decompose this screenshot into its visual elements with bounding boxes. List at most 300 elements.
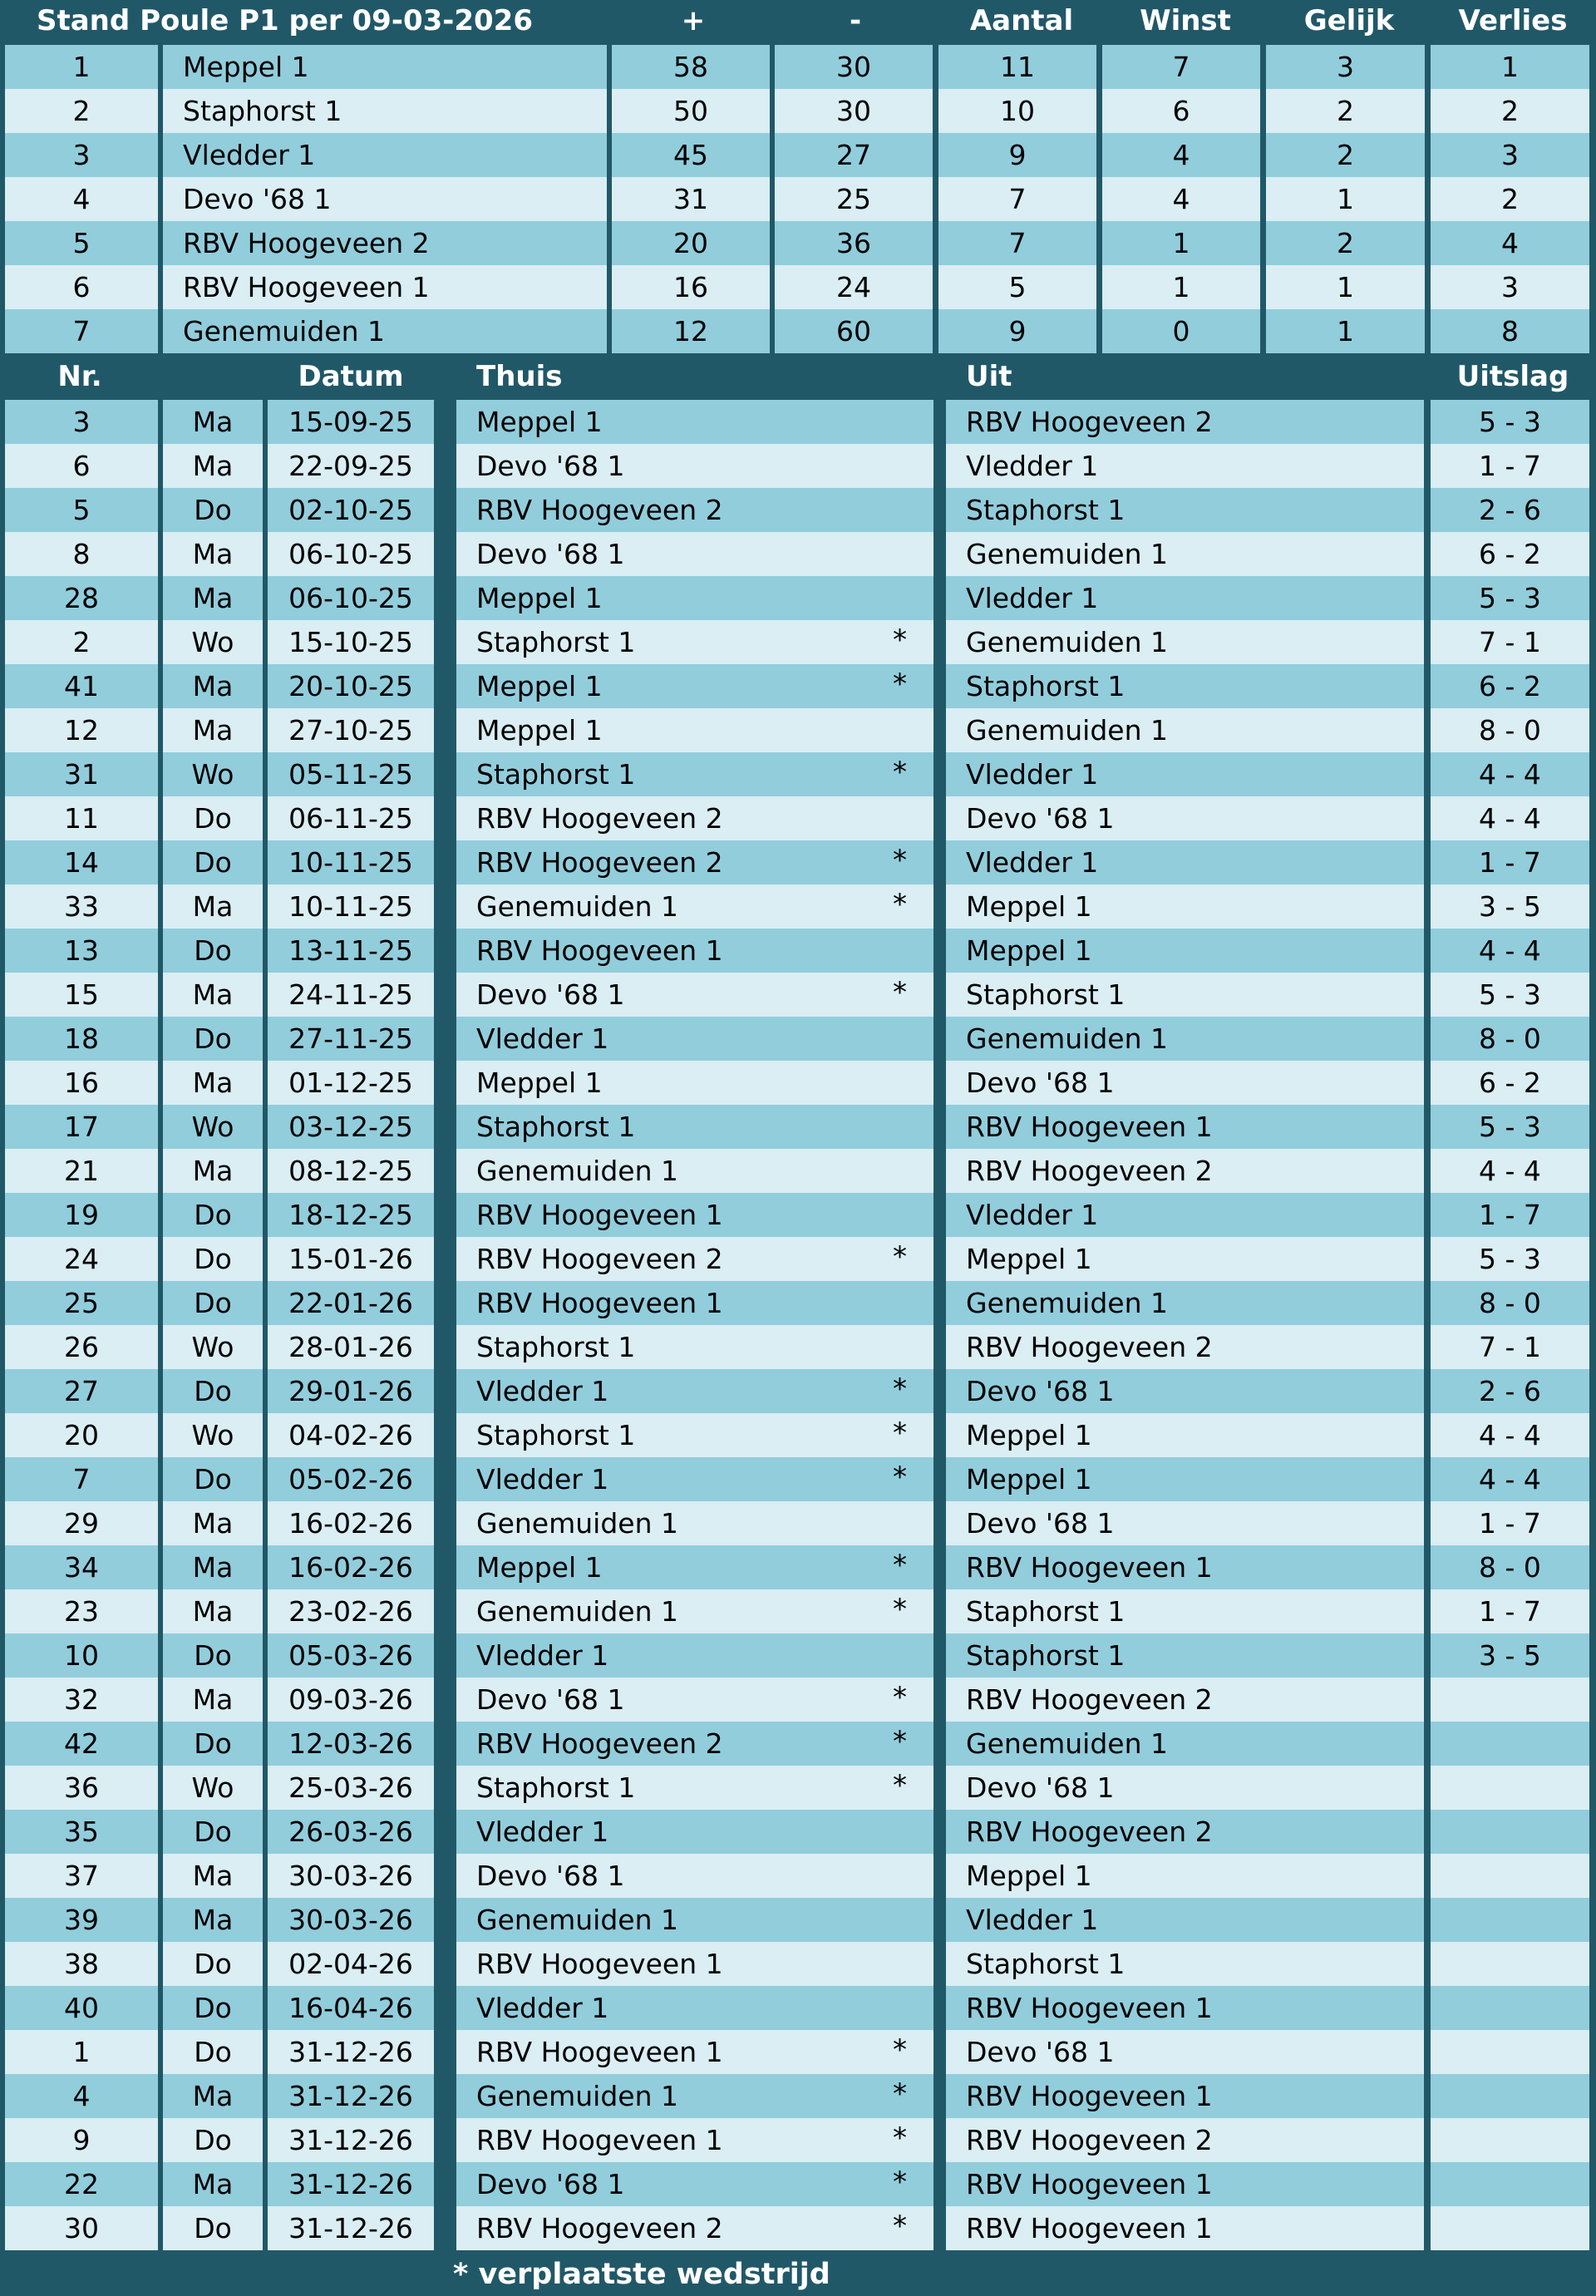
nr-cell: 28 [5, 576, 158, 620]
date-cell: 06-10-25 [268, 576, 434, 620]
verlies-cell: 8 [1431, 309, 1589, 353]
match-row [0, 1413, 1596, 1457]
match-row [0, 488, 1596, 532]
aantal-cell: 5 [938, 265, 1096, 309]
rank-cell: 7 [5, 309, 158, 353]
day-cell: Wo [163, 620, 263, 664]
home-cell: RBV Hoogeveen 2 [456, 2206, 933, 2250]
nr-cell: 16 [5, 1061, 158, 1105]
minus-cell: 36 [775, 221, 933, 265]
day-cell: Ma [163, 532, 263, 576]
result-cell [1431, 2206, 1589, 2250]
header-aantal: Aantal [969, 4, 1074, 37]
match-row [0, 929, 1596, 973]
rescheduled-marker: * [893, 888, 907, 921]
day-cell: Do [163, 796, 263, 840]
winst-cell: 0 [1102, 309, 1260, 353]
date-cell: 18-12-25 [268, 1193, 434, 1237]
winst-cell: 1 [1102, 265, 1260, 309]
nr-cell: 13 [5, 929, 158, 973]
match-row [0, 1149, 1596, 1193]
match-row [0, 1633, 1596, 1678]
day-cell: Do [163, 1237, 263, 1281]
away-cell: Devo '68 1 [946, 2030, 1424, 2074]
nr-cell: 41 [5, 664, 158, 708]
date-cell: 28-01-26 [268, 1325, 434, 1369]
result-cell: 1 - 7 [1431, 444, 1589, 488]
result-cell [1431, 2162, 1589, 2206]
home-cell: RBV Hoogeveen 1 [456, 2030, 933, 2074]
plus-cell: 58 [612, 45, 770, 89]
result-cell: 1 - 7 [1431, 840, 1589, 884]
match-row [0, 1722, 1596, 1766]
result-cell: 3 - 5 [1431, 1633, 1589, 1678]
result-cell [1431, 1854, 1589, 1898]
date-cell: 15-09-25 [268, 400, 434, 444]
nr-cell: 32 [5, 1678, 158, 1722]
home-cell: RBV Hoogeveen 1 [456, 2118, 933, 2162]
day-cell: Do [163, 2030, 263, 2074]
date-cell: 01-12-25 [268, 1061, 434, 1105]
header-winst: Winst [1140, 4, 1231, 37]
winst-cell: 6 [1102, 89, 1260, 133]
away-cell: RBV Hoogeveen 2 [946, 1325, 1424, 1369]
away-cell: Genemuiden 1 [946, 1281, 1424, 1325]
result-cell [1431, 2074, 1589, 2118]
header-nr: Nr. [57, 360, 102, 393]
day-cell: Do [163, 1633, 263, 1678]
result-cell [1431, 1766, 1589, 1810]
home-cell: RBV Hoogeveen 2 [456, 1237, 933, 1281]
standings-row [0, 45, 1596, 89]
rank-cell: 4 [5, 177, 158, 221]
nr-cell: 38 [5, 1942, 158, 1986]
match-row [0, 1193, 1596, 1237]
away-cell: Genemuiden 1 [946, 620, 1424, 664]
verlies-cell: 2 [1431, 177, 1589, 221]
verlies-cell: 3 [1431, 265, 1589, 309]
day-cell: Ma [163, 1545, 263, 1589]
match-row [0, 1325, 1596, 1369]
date-cell: 30-03-26 [268, 1898, 434, 1942]
day-cell: Ma [163, 400, 263, 444]
nr-cell: 36 [5, 1766, 158, 1810]
result-cell: 5 - 3 [1431, 973, 1589, 1017]
away-cell: Devo '68 1 [946, 1766, 1424, 1810]
rescheduled-marker: * [893, 976, 907, 1009]
nr-cell: 27 [5, 1369, 158, 1413]
header-thuis: Thuis [476, 360, 563, 393]
result-cell: 6 - 2 [1431, 664, 1589, 708]
nr-cell: 17 [5, 1105, 158, 1149]
result-cell: 1 - 7 [1431, 1501, 1589, 1545]
match-row [0, 1854, 1596, 1898]
result-cell: 4 - 4 [1431, 1457, 1589, 1501]
match-row [0, 2074, 1596, 2118]
day-cell: Ma [163, 884, 263, 929]
day-cell: Do [163, 2118, 263, 2162]
team-cell: Vledder 1 [163, 133, 607, 177]
day-cell: Wo [163, 1766, 263, 1810]
home-cell: RBV Hoogeveen 1 [456, 929, 933, 973]
nr-cell: 14 [5, 840, 158, 884]
match-row [0, 708, 1596, 752]
result-cell [1431, 1678, 1589, 1722]
winst-cell: 4 [1102, 133, 1260, 177]
day-cell: Ma [163, 664, 263, 708]
day-cell: Ma [163, 708, 263, 752]
result-cell: 4 - 4 [1431, 929, 1589, 973]
rescheduled-marker: * [893, 2077, 907, 2111]
result-cell [1431, 1942, 1589, 1986]
home-cell: Devo '68 1 [456, 532, 933, 576]
result-cell [1431, 2030, 1589, 2074]
nr-cell: 23 [5, 1589, 158, 1633]
rescheduled-marker: * [893, 2210, 907, 2243]
rescheduled-marker: * [893, 1725, 907, 1758]
day-cell: Ma [163, 444, 263, 488]
away-cell: Vledder 1 [946, 840, 1424, 884]
match-row [0, 1942, 1596, 1986]
match-row [0, 1061, 1596, 1105]
aantal-cell: 9 [938, 309, 1096, 353]
result-cell: 5 - 3 [1431, 576, 1589, 620]
result-cell: 8 - 0 [1431, 1545, 1589, 1589]
day-cell: Do [163, 2206, 263, 2250]
header-verlies: Verlies [1458, 4, 1568, 37]
day-cell: Ma [163, 1149, 263, 1193]
date-cell: 16-02-26 [268, 1545, 434, 1589]
rank-cell: 5 [5, 221, 158, 265]
match-row [0, 1105, 1596, 1149]
day-cell: Ma [163, 1501, 263, 1545]
match-row [0, 1766, 1596, 1810]
gelijk-cell: 2 [1266, 133, 1425, 177]
standings-row [0, 221, 1596, 265]
away-cell: Devo '68 1 [946, 1061, 1424, 1105]
day-cell: Do [163, 1810, 263, 1854]
verlies-cell: 1 [1431, 45, 1589, 89]
match-row [0, 664, 1596, 708]
date-cell: 15-10-25 [268, 620, 434, 664]
team-cell: Genemuiden 1 [163, 309, 607, 353]
away-cell: Meppel 1 [946, 1413, 1424, 1457]
day-cell: Ma [163, 576, 263, 620]
home-cell: RBV Hoogeveen 2 [456, 840, 933, 884]
match-row [0, 1986, 1596, 2030]
match-row [0, 1501, 1596, 1545]
date-cell: 05-02-26 [268, 1457, 434, 1501]
nr-cell: 9 [5, 2118, 158, 2162]
rank-cell: 3 [5, 133, 158, 177]
match-row [0, 576, 1596, 620]
match-row [0, 1678, 1596, 1722]
result-cell: 8 - 0 [1431, 708, 1589, 752]
home-cell: Genemuiden 1 [456, 2074, 933, 2118]
home-cell: Staphorst 1 [456, 752, 933, 796]
minus-cell: 30 [775, 89, 933, 133]
day-cell: Do [163, 840, 263, 884]
rescheduled-marker: * [893, 844, 907, 877]
day-cell: Wo [163, 1325, 263, 1369]
away-cell: RBV Hoogeveen 1 [946, 1105, 1424, 1149]
gelijk-cell: 1 [1266, 309, 1425, 353]
match-row [0, 400, 1596, 444]
nr-cell: 26 [5, 1325, 158, 1369]
match-row [0, 884, 1596, 929]
date-cell: 31-12-26 [268, 2206, 434, 2250]
away-cell: RBV Hoogeveen 2 [946, 1810, 1424, 1854]
header-uitslag: Uitslag [1456, 360, 1569, 393]
day-cell: Do [163, 1722, 263, 1766]
home-cell: Staphorst 1 [456, 1413, 933, 1457]
match-row [0, 796, 1596, 840]
standings-row [0, 265, 1596, 309]
match-row [0, 1589, 1596, 1633]
aantal-cell: 7 [938, 177, 1096, 221]
rescheduled-marker: * [893, 1240, 907, 1274]
nr-cell: 2 [5, 620, 158, 664]
rescheduled-marker: * [893, 2165, 907, 2199]
result-cell [1431, 1722, 1589, 1766]
result-cell: 7 - 1 [1431, 620, 1589, 664]
team-cell: Meppel 1 [163, 45, 607, 89]
gelijk-cell: 2 [1266, 89, 1425, 133]
verlies-cell: 4 [1431, 221, 1589, 265]
date-cell: 31-12-26 [268, 2162, 434, 2206]
match-row [0, 2162, 1596, 2206]
day-cell: Do [163, 1193, 263, 1237]
home-cell: RBV Hoogeveen 1 [456, 1281, 933, 1325]
result-cell: 4 - 4 [1431, 752, 1589, 796]
aantal-cell: 10 [938, 89, 1096, 133]
match-row [0, 1545, 1596, 1589]
date-cell: 10-11-25 [268, 884, 434, 929]
rescheduled-marker: * [893, 756, 907, 789]
date-cell: 08-12-25 [268, 1149, 434, 1193]
rescheduled-marker: * [893, 1769, 907, 1802]
result-cell: 4 - 4 [1431, 796, 1589, 840]
standings-row [0, 89, 1596, 133]
standings-row [0, 177, 1596, 221]
gelijk-cell: 2 [1266, 221, 1425, 265]
winst-cell: 1 [1102, 221, 1260, 265]
home-cell: RBV Hoogeveen 2 [456, 488, 933, 532]
away-cell: RBV Hoogeveen 2 [946, 400, 1424, 444]
day-cell: Do [163, 1457, 263, 1501]
result-cell: 8 - 0 [1431, 1281, 1589, 1325]
away-cell: RBV Hoogeveen 1 [946, 1545, 1424, 1589]
aantal-cell: 7 [938, 221, 1096, 265]
day-cell: Ma [163, 1061, 263, 1105]
nr-cell: 40 [5, 1986, 158, 2030]
day-cell: Wo [163, 752, 263, 796]
result-cell: 4 - 4 [1431, 1149, 1589, 1193]
plus-cell: 50 [612, 89, 770, 133]
home-cell: Meppel 1 [456, 664, 933, 708]
verlies-cell: 2 [1431, 89, 1589, 133]
rescheduled-marker: * [893, 1593, 907, 1626]
day-cell: Do [163, 929, 263, 973]
day-cell: Ma [163, 1678, 263, 1722]
date-cell: 03-12-25 [268, 1105, 434, 1149]
home-cell: Meppel 1 [456, 400, 933, 444]
result-cell: 7 - 1 [1431, 1325, 1589, 1369]
day-cell: Ma [163, 2074, 263, 2118]
away-cell: Staphorst 1 [946, 1633, 1424, 1678]
result-cell [1431, 1810, 1589, 1854]
home-cell: Meppel 1 [456, 1545, 933, 1589]
result-cell: 6 - 2 [1431, 532, 1589, 576]
header-plus: + [681, 4, 706, 37]
day-cell: Ma [163, 2162, 263, 2206]
rank-cell: 2 [5, 89, 158, 133]
result-cell: 3 - 5 [1431, 884, 1589, 929]
date-cell: 16-04-26 [268, 1986, 434, 2030]
away-cell: RBV Hoogeveen 2 [946, 1678, 1424, 1722]
winst-cell: 4 [1102, 177, 1260, 221]
match-row [0, 2206, 1596, 2250]
minus-cell: 30 [775, 45, 933, 89]
away-cell: Vledder 1 [946, 1193, 1424, 1237]
home-cell: Genemuiden 1 [456, 884, 933, 929]
home-cell: Meppel 1 [456, 708, 933, 752]
day-cell: Do [163, 1017, 263, 1061]
date-cell: 09-03-26 [268, 1678, 434, 1722]
nr-cell: 33 [5, 884, 158, 929]
match-row [0, 1898, 1596, 1942]
plus-cell: 31 [612, 177, 770, 221]
rescheduled-marker: * [893, 1549, 907, 1582]
home-cell: Staphorst 1 [456, 1766, 933, 1810]
date-cell: 10-11-25 [268, 840, 434, 884]
team-cell: Staphorst 1 [163, 89, 607, 133]
schedule-header [0, 356, 1596, 397]
nr-cell: 35 [5, 1810, 158, 1854]
date-cell: 25-03-26 [268, 1766, 434, 1810]
nr-cell: 34 [5, 1545, 158, 1589]
rescheduled-marker: * [893, 2121, 907, 2155]
gelijk-cell: 1 [1266, 265, 1425, 309]
date-cell: 15-01-26 [268, 1237, 434, 1281]
team-cell: RBV Hoogeveen 2 [163, 221, 607, 265]
gelijk-cell: 3 [1266, 45, 1425, 89]
nr-cell: 15 [5, 973, 158, 1017]
day-cell: Do [163, 1942, 263, 1986]
date-cell: 16-02-26 [268, 1501, 434, 1545]
away-cell: Vledder 1 [946, 444, 1424, 488]
date-cell: 13-11-25 [268, 929, 434, 973]
match-row [0, 1369, 1596, 1413]
away-cell: Staphorst 1 [946, 488, 1424, 532]
home-cell: Vledder 1 [456, 1810, 933, 1854]
rescheduled-marker: * [893, 623, 907, 657]
away-cell: Genemuiden 1 [946, 708, 1424, 752]
plus-cell: 20 [612, 221, 770, 265]
home-cell: Vledder 1 [456, 1369, 933, 1413]
home-cell: Genemuiden 1 [456, 1589, 933, 1633]
winst-cell: 7 [1102, 45, 1260, 89]
team-cell: Devo '68 1 [163, 177, 607, 221]
match-row [0, 1457, 1596, 1501]
match-row [0, 620, 1596, 664]
result-cell: 6 - 2 [1431, 1061, 1589, 1105]
day-cell: Do [163, 1369, 263, 1413]
date-cell: 31-12-26 [268, 2074, 434, 2118]
home-cell: Devo '68 1 [456, 1678, 933, 1722]
away-cell: Genemuiden 1 [946, 1017, 1424, 1061]
gelijk-cell: 1 [1266, 177, 1425, 221]
nr-cell: 22 [5, 2162, 158, 2206]
result-cell: 4 - 4 [1431, 1413, 1589, 1457]
match-row [0, 840, 1596, 884]
result-cell: 5 - 3 [1431, 1237, 1589, 1281]
home-cell: Vledder 1 [456, 1457, 933, 1501]
away-cell: Staphorst 1 [946, 973, 1424, 1017]
day-cell: Do [163, 1986, 263, 2030]
date-cell: 26-03-26 [268, 1810, 434, 1854]
home-cell: Genemuiden 1 [456, 1149, 933, 1193]
away-cell: Vledder 1 [946, 1898, 1424, 1942]
nr-cell: 1 [5, 2030, 158, 2074]
date-cell: 12-03-26 [268, 1722, 434, 1766]
nr-cell: 21 [5, 1149, 158, 1193]
aantal-cell: 11 [938, 45, 1096, 89]
result-cell: 5 - 3 [1431, 1105, 1589, 1149]
home-cell: Genemuiden 1 [456, 1501, 933, 1545]
away-cell: Meppel 1 [946, 1457, 1424, 1501]
date-cell: 22-01-26 [268, 1281, 434, 1325]
date-cell: 31-12-26 [268, 2030, 434, 2074]
standings-row [0, 309, 1596, 353]
away-cell: RBV Hoogeveen 1 [946, 1986, 1424, 2030]
away-cell: Staphorst 1 [946, 1589, 1424, 1633]
away-cell: Genemuiden 1 [946, 1722, 1424, 1766]
home-cell: Staphorst 1 [456, 1105, 933, 1149]
date-cell: 06-11-25 [268, 796, 434, 840]
result-cell [1431, 1898, 1589, 1942]
day-cell: Ma [163, 1898, 263, 1942]
match-row [0, 752, 1596, 796]
date-cell: 30-03-26 [268, 1854, 434, 1898]
date-cell: 29-01-26 [268, 1369, 434, 1413]
nr-cell: 6 [5, 444, 158, 488]
rescheduled-marker: * [893, 1461, 907, 1494]
home-cell: Vledder 1 [456, 1017, 933, 1061]
match-row [0, 2030, 1596, 2074]
day-cell: Ma [163, 973, 263, 1017]
result-cell: 8 - 0 [1431, 1017, 1589, 1061]
verlies-cell: 3 [1431, 133, 1589, 177]
nr-cell: 12 [5, 708, 158, 752]
date-cell: 24-11-25 [268, 973, 434, 1017]
away-cell: Devo '68 1 [946, 1501, 1424, 1545]
away-cell: RBV Hoogeveen 2 [946, 1149, 1424, 1193]
date-cell: 05-11-25 [268, 752, 434, 796]
nr-cell: 11 [5, 796, 158, 840]
day-cell: Ma [163, 1854, 263, 1898]
header-datum: Datum [298, 360, 404, 393]
standings-row [0, 133, 1596, 177]
date-cell: 02-10-25 [268, 488, 434, 532]
nr-cell: 20 [5, 1413, 158, 1457]
home-cell: Genemuiden 1 [456, 1898, 933, 1942]
away-cell: Meppel 1 [946, 884, 1424, 929]
rescheduled-marker: * [893, 1372, 907, 1406]
result-cell [1431, 2118, 1589, 2162]
standings-title: Stand Poule P1 per 09-03-2026 [37, 4, 533, 37]
team-cell: RBV Hoogeveen 1 [163, 265, 607, 309]
